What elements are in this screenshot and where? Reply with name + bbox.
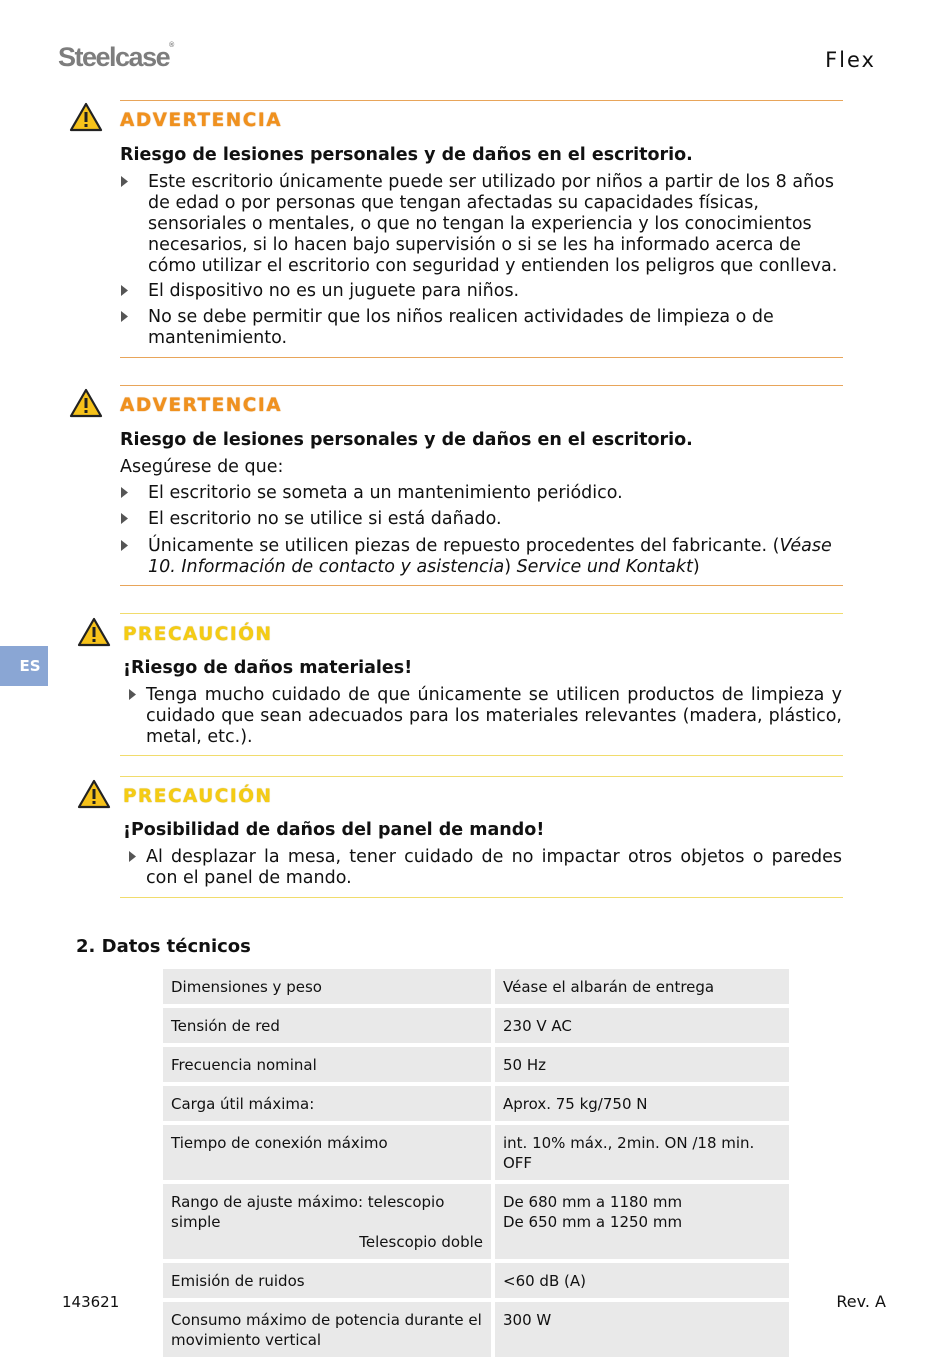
language-tab: ES	[0, 646, 48, 686]
spec-key: Tensión de red	[163, 1008, 491, 1043]
hazard-statement: ¡Posibilidad de daños del panel de mando!	[123, 820, 545, 840]
spec-value: 230 V AC	[495, 1008, 789, 1043]
spec-value: 300 W	[495, 1302, 789, 1357]
table-row	[163, 1047, 789, 1082]
arrow-right-icon	[121, 285, 128, 296]
caution-title: PRECAUCIÓN	[123, 786, 273, 807]
hazard-statement: Riesgo de lesiones personales y de daños en el escritorio.	[120, 430, 693, 450]
spec-value: Véase el albarán de entrega	[495, 969, 789, 1004]
spec-key: Dimensiones y peso	[163, 969, 491, 1004]
spec-key: Rango de ajuste máximo: telescopio simple Telescopio doble	[163, 1184, 491, 1259]
spec-value: 50 Hz	[495, 1047, 789, 1082]
spec-key: Carga útil máxima:	[163, 1086, 491, 1121]
warning-triangle-icon	[69, 102, 103, 132]
section-heading: 2. Datos técnicos	[76, 936, 251, 957]
spec-value: <60 dB (A)	[495, 1263, 789, 1298]
hazard-statement: ¡Riesgo de daños materiales!	[123, 658, 413, 678]
table-row	[163, 1302, 789, 1357]
product-name: Flex	[825, 48, 876, 72]
spec-key: Emisión de ruidos	[163, 1263, 491, 1298]
arrow-right-icon	[121, 311, 128, 322]
hazard-statement: Riesgo de lesiones personales y de daños en el escritorio.	[120, 145, 693, 165]
arrow-right-icon	[129, 851, 136, 862]
table-row	[163, 1184, 789, 1259]
warning-triangle-icon	[69, 388, 103, 418]
table-row	[163, 969, 789, 1004]
spec-value: int. 10% máx., 2min. ON /18 min. OFF	[495, 1125, 789, 1180]
warning-box-2: ADVERTENCIA Riesgo de lesiones personales y de daños en el escritorio. Asegúrese de que: El escritorio se someta a un mantenimiento periódico. El escritorio no se utilice si está dañado. Únicamente se utilicen piezas de repuesto procedentes del fabricante. (Véase 10. Información de contacto y asistencia) Service und Kontakt)	[120, 385, 843, 586]
warning-title: ADVERTENCIA	[120, 110, 283, 131]
arrow-right-icon	[121, 487, 128, 498]
warning-triangle-icon	[77, 779, 111, 809]
spec-value: Aprox. 75 kg/750 N	[495, 1086, 789, 1121]
arrow-right-icon	[121, 513, 128, 524]
caution-title: PRECAUCIÓN	[123, 624, 273, 645]
intro-text: Asegúrese de que:	[120, 457, 284, 477]
document-number: 143621	[62, 1293, 120, 1311]
warning-title: ADVERTENCIA	[120, 395, 283, 416]
table-row	[163, 1008, 789, 1043]
table-row	[163, 1125, 789, 1180]
warning-triangle-icon	[77, 617, 111, 647]
spec-key: Frecuencia nominal	[163, 1047, 491, 1082]
specs-table	[159, 965, 793, 1361]
table-row	[163, 1263, 789, 1298]
table-row	[163, 1086, 789, 1121]
caution-box-1: PRECAUCIÓN ¡Riesgo de daños materiales! Tenga mucho cuidado de que únicamente se utilicen productos de limpieza y cuidado que sean adecuados para los materiales relevantes (madera, plástico, metal, etc.).	[120, 613, 843, 756]
arrow-right-icon	[129, 689, 136, 700]
cross-reference-link[interactable]: Service und Kontakt	[516, 557, 693, 577]
arrow-right-icon	[121, 540, 128, 551]
spec-key: Consumo máximo de potencia durante el movimiento vertical	[163, 1302, 491, 1357]
revision-label: Rev. A	[836, 1292, 886, 1311]
caution-box-2: PRECAUCIÓN ¡Posibilidad de daños del panel de mando! Al desplazar la mesa, tener cuidado de no impactar otros objetos o paredes con el panel de mando.	[120, 776, 843, 898]
spec-key: Tiempo de conexión máximo	[163, 1125, 491, 1180]
spec-value: De 680 mm a 1180 mm De 650 mm a 1250 mm	[495, 1184, 789, 1259]
cross-reference-link[interactable]: Véase 10. Información de contacto y asistencia	[148, 536, 832, 577]
brand-logo: Steelcase®	[58, 42, 175, 72]
arrow-right-icon	[121, 176, 128, 187]
warning-box-1: ADVERTENCIA Riesgo de lesiones personales y de daños en el escritorio. Este escritorio únicamente puede ser utilizado por niños a partir de los 8 años de edad o por personas que tengan afectadas su capacidades físicas, sensoriales o mentales, o que no tengan la experiencia y los conocimientos necesarios, si lo hacen bajo supervisión o si se les ha informado acerca de cómo utilizar el escritorio con seguridad y entienden los peligros que conlleva. El dispositivo no es un juguete para niños. No se debe permitir que los niños realicen actividades de limpieza o de mantenimiento.	[120, 100, 843, 358]
